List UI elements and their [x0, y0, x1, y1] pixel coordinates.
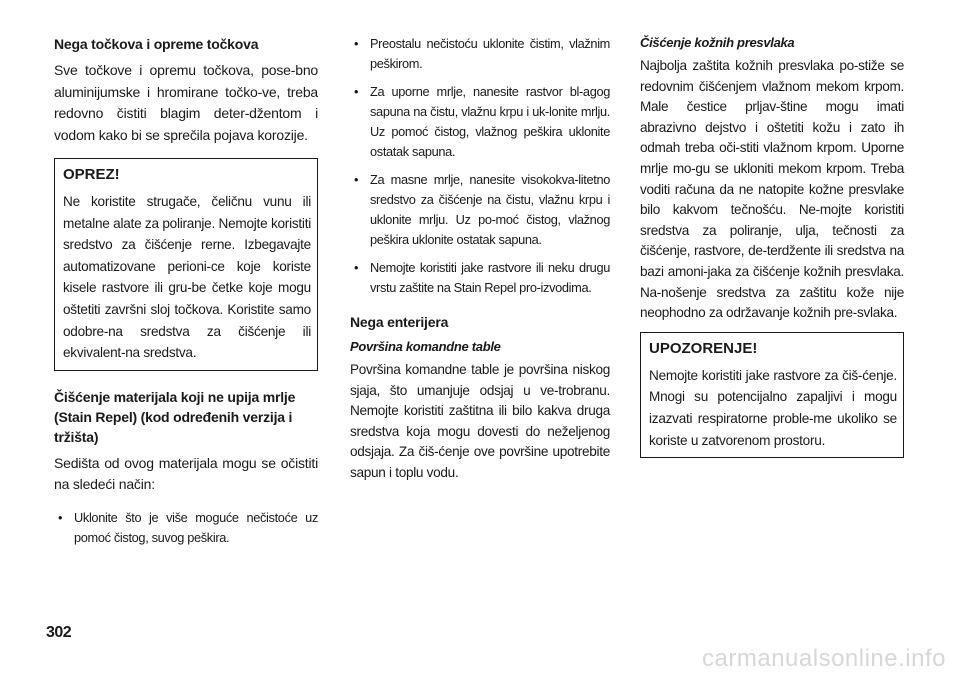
warning-title: UPOZORENJE!: [649, 339, 758, 357]
list-item: • Nemojte koristiti jake rastvore ili neku drugu vrstu zaštite na Stain Repel pro-izvodima.: [354, 260, 610, 295]
column-left: [54, 34, 318, 562]
bullet-icon: •: [354, 260, 359, 275]
bullet-icon: •: [354, 84, 359, 99]
caution-box: [54, 158, 318, 371]
leather-paragraph: Najbolja zaštita kožnih presvlaka po-stiže se redovnim čišćenjem vlažnom mekom krpom. Male čestice prljav-štine mogu imati abrazivno dejstvo i oštetiti kožu i zato ih odmah treba oči-stiti vlažnom krpom. Uporne mrlje mo-gu se ukloniti mekom krpom. Treba voditi računa da ne natopite kožne presvlake bilo kakvom tečnošću. Ne-mojte koristiti sredstva za poliranje, ulja, tečnosti za čišćenje, rastvore, de-terdžente ili sredstva na bazi amoni-jaka za čišćenje kožnih presvlaka. Na-nošenje sredstva za zaštitu kože nije neophodno za održavanje kožnih pre-svlaka.: [640, 58, 904, 321]
column-middle: [350, 34, 610, 484]
warning-text: Nemojte koristiti jake rastvore za čiš-ćenje. Mnogi su potencijalno zapaljivi i mogu izazvati respiratorne proble-me ukoliko se koriste u zatvorenom prostoru.: [649, 367, 897, 448]
dashboard-paragraph: Površina komandne table je površina niskog sjaja, što umanjuje odsjaj u ve-trobranu. Nemojte koristiti zaštitna ili bilo kakva druga sredstva koja mogu dovesti do neželjenog odsjaja. Za čiš-ćenje ove površine upotrebite sapun i toplu vodu.: [350, 362, 610, 480]
page-number: 302: [46, 624, 72, 641]
warning-box: [640, 332, 904, 458]
stain-repel-list-continued: [350, 34, 610, 298]
caution-title: OPREZ!: [63, 166, 120, 183]
list-item: • Uklonite što je više moguće nečistoće uz pomoć čistog, suvog peškira.: [58, 509, 318, 545]
list-item: • Preostalu nečistoću uklonite čistim, vlažnim peškirom.: [354, 36, 610, 71]
bullet-icon: •: [58, 509, 63, 525]
section-heading-stain-repel: Čišćenje materijala koji ne upija mrlje (Stain Repel) (kod određenih verzija i tržišta): [54, 388, 296, 445]
column-right: [640, 34, 904, 474]
stain-repel-paragraph: Sedišta od ovog materijala mogu se očistiti na sledeći način:: [54, 454, 318, 493]
wheels-paragraph: Sve točkove i opremu točkova, pose-bno aluminijumske i hromirane točko-ve, treba redovno čistiti blagim deter-džentom i vodom kako bi se sprečila pojava korozije.: [54, 62, 318, 143]
caution-text: Ne koristite strugače, čeličnu vunu ili metalne alate za poliranje. Nemojte koristiti sredstvo za čišćenje rerne. Izbegavajte automatizovane perioni-ce koje koriste kisele rastvore ili gru-be četke koje mogu oštetiti završni sloj točkova. Koristite samo odobre-na sredstva za čišćenje ili ekvivalent-na sredstva.: [63, 194, 311, 361]
list-item: • Za uporne mrlje, nanesite rastvor bl-agog sapuna na čistu, vlažnu krpu i uk-lonite mrlju. Uz pomoć čistog, vlažnog peškira uklonite ostatak sapuna.: [354, 84, 610, 159]
bullet-icon: •: [354, 172, 359, 187]
watermark: carmanualsonline.info: [702, 645, 946, 672]
subheading-dashboard: Površina komandne table: [350, 339, 501, 354]
subheading-leather: Čišćenje kožnih presvlaka: [640, 35, 795, 50]
stain-repel-list: [54, 508, 318, 548]
bullet-icon: •: [354, 36, 359, 51]
list-item: • Za masne mrlje, nanesite visokokva-litetno sredstvo za čišćenje na čistu, vlažnu krpu i uklonite mrlju. Uz po-moć čistog, vlažnog peškira uklonite ostatak sapuna.: [354, 172, 610, 247]
section-heading-interior: Nega enterijera: [350, 314, 449, 330]
section-heading-wheels: Nega točkova i opreme točkova: [54, 36, 259, 52]
